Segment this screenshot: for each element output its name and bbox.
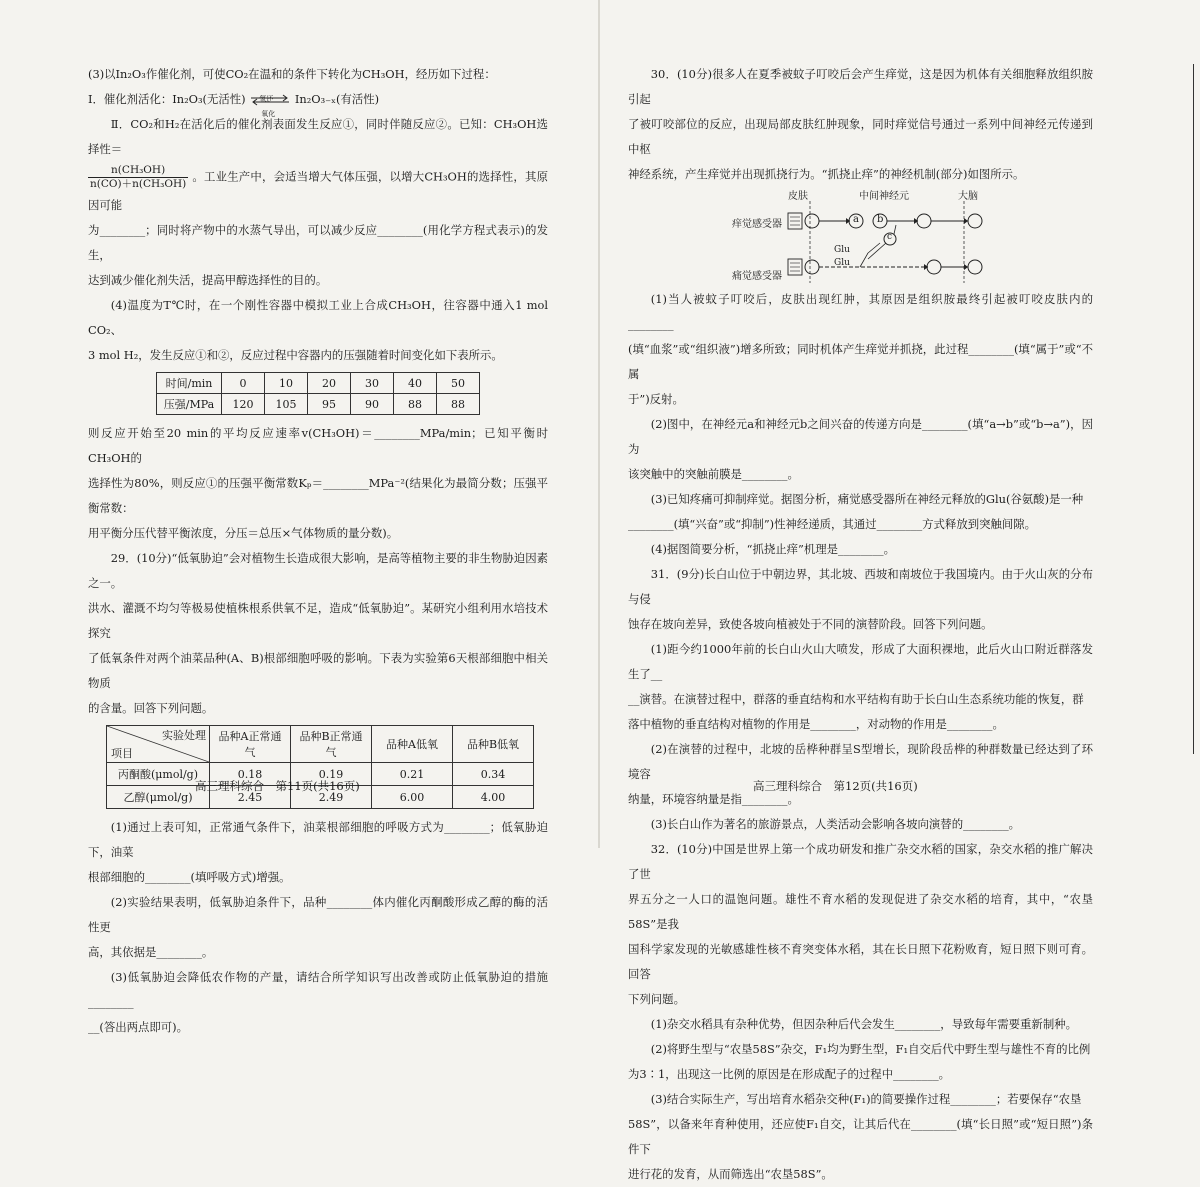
fraction-numerator: n(CH₃OH) xyxy=(88,164,188,178)
table-col-header: 品种B正常通气 xyxy=(291,726,372,763)
q30-s2a: (2)图中，在神经元a和神经元b之间兴奋的传递方向是________(填“a→b”或“b→a”)，因为 xyxy=(628,417,1093,456)
table-cell: 0.21 xyxy=(372,763,453,786)
table-cell: 90 xyxy=(351,394,394,415)
q30-s2b: 该突触中的突触前膜是________。 xyxy=(628,467,799,481)
row-label: 丙酮酸(μmol/g) xyxy=(107,763,210,786)
q31-s1a: (1)距今约1000年前的长白山火山大喷发，形成了大面积裸地，此后火山口附近群落发生了__ xyxy=(628,642,1093,681)
header-bottom: 项目 xyxy=(111,747,133,760)
q4-after2: 选择性为80%，则反应①的压强平衡常数Kₚ＝________MPa⁻²(结果化为最简分数；压强平衡常数： xyxy=(88,476,548,515)
table-cell: 6.00 xyxy=(372,786,453,809)
row-label: 乙醇(μmol/g) xyxy=(107,786,210,809)
q29-s3a: (3)低氧胁迫会降低农作物的产量，请结合所学知识写出改善或防止低氧胁迫的措施________ xyxy=(88,970,548,1009)
table-cell: 0.18 xyxy=(210,763,291,786)
table-diagonal-header xyxy=(107,726,210,763)
q32-s1: (1)杂交水稻具有杂种优势，但因杂种后代会发生________，导致每年需要重新制种。 xyxy=(650,1017,1077,1031)
q32-s3b: 58S”，以备来年育种使用，还应使F₁自交，让其后代在________(填“长日照”或“短日照”)条件下 xyxy=(628,1117,1093,1156)
table-cell: 50 xyxy=(437,373,480,394)
table-row xyxy=(157,394,480,415)
q4-intro: (4)温度为T℃时，在一个刚性容器中模拟工业上合成CH₃OH，往容器中通入1 mol CO₂、 xyxy=(88,298,548,337)
q29-s2b: 高，其依据是________。 xyxy=(88,945,214,959)
q30-s3a: (3)已知疼痛可抑制痒觉。据图分析，痛觉感受器所在神经元释放的Glu(谷氨酸)是一种 xyxy=(650,492,1084,506)
q31-s2a: (2)在演替的过程中，北坡的岳桦种群呈S型增长，现阶段岳桦的种群数量已经达到了环境容 xyxy=(628,742,1093,781)
table-cell: 0.19 xyxy=(291,763,372,786)
q29-s2a: (2)实验结果表明，低氧胁迫条件下，品种________体内催化丙酮酸形成乙醇的酶的活性更 xyxy=(88,895,548,934)
q3-step2: Ⅱ．CO₂和H₂在活化后的催化剂表面发生反应①，同时伴随反应②。已知：CH₃OH选择性＝ xyxy=(88,117,548,156)
node-b: b xyxy=(877,214,884,225)
label-interneuron: 中间神经元 xyxy=(859,191,909,202)
neural-diagram-svg xyxy=(628,187,1093,287)
q29-line2: 洪水、灌溉不均匀等极易使植株根系供氧不足，造成“低氧胁迫”。某研究小组利用水培技术探究 xyxy=(88,601,548,640)
table-cell: 105 xyxy=(265,394,308,415)
label-itch-receptor: 痒觉感受器 xyxy=(732,219,782,230)
glu-lower: Glu xyxy=(834,258,850,268)
q3-after-fraction: 。工业生产中，会适当增大气体压强，以增大CH₃OH的选择性，其原因可能 xyxy=(88,169,548,212)
q3-step1-after: In₂O₃₋ₓ(有活性) xyxy=(294,92,380,106)
left-page xyxy=(0,0,600,1034)
table-cell: 10 xyxy=(265,373,308,394)
q30-s1a: (1)当人被蚊子叮咬后，皮肤出现红肿，其原因是组织胺最终引起被叮咬皮肤内的________ xyxy=(628,292,1093,331)
q3-step1-before: Ⅰ．催化剂活化：In₂O₃(无活性) xyxy=(88,92,246,106)
fraction-denominator: n(CO)＋n(CH₃OH) xyxy=(90,178,187,190)
right-column xyxy=(628,62,1093,1187)
q30-line3: 神经系统，产生痒觉并出现抓挠行为。“抓挠止痒”的神经机制(部分)如图所示。 xyxy=(628,167,1025,181)
node-a: a xyxy=(853,214,859,225)
q31-s3: (3)长白山作为著名的旅游景点，人类活动会影响各坡向演替的________。 xyxy=(650,817,1021,831)
table-cell: 4.00 xyxy=(453,786,534,809)
q30-s1c: 于”)反射。 xyxy=(628,392,684,406)
q4-intro2: 3 mol H₂，发生反应①和②，反应过程中容器内的压强随着时间变化如下表所示。 xyxy=(88,348,503,362)
table-header-pressure: 压强/MPa xyxy=(157,394,222,415)
table-header-time: 时间/min xyxy=(157,373,222,394)
q3-line3: 为________；同时将产物中的水蒸气导出，可以减少反应________(用化学方程式表示)的发生， xyxy=(88,223,548,262)
reaction-arrow xyxy=(249,91,291,118)
table-cell: 2.49 xyxy=(291,786,372,809)
left-column xyxy=(88,62,548,1040)
pressure-table xyxy=(156,372,480,415)
q3-step1 xyxy=(88,87,548,118)
q32-s3c: 进行花的发育，从而筛选出“农垦58S”。 xyxy=(628,1167,833,1181)
q32-line2: 界五分之一人口的温饱问题。雄性不育水稻的发现促进了杂交水稻的培育，其中，“农垦58S”是我 xyxy=(628,892,1093,931)
q32-line1: 32．(10分)中国是世界上第一个成功研发和推广杂交水稻的国家，杂交水稻的推广解决了世 xyxy=(628,842,1093,881)
q31-line1: 31．(9分)长白山位于中朝边界，其北坡、西坡和南坡位于我国境内。由于火山灰的分布与侵 xyxy=(628,567,1093,606)
q30-line2: 了被叮咬部位的反应，出现局部皮肤红肿现象，同时痒觉信号通过一系列中间神经元传递到中枢 xyxy=(628,117,1093,156)
table-cell: 0 xyxy=(222,373,265,394)
table-row xyxy=(107,726,534,763)
q31-s1c: 落中植物的垂直结构对植物的作用是________，对动物的作用是________。 xyxy=(628,717,1004,731)
respiration-table xyxy=(106,725,534,809)
q29-line3: 了低氧条件对两个油菜品种(A、B)根部细胞呼吸的影响。下表为实验第6天根部细胞中相关物质 xyxy=(88,651,548,690)
label-skin: 皮肤 xyxy=(788,191,808,202)
table-cell: 0.34 xyxy=(453,763,534,786)
label-pain-receptor: 痛觉感受器 xyxy=(732,271,782,282)
table-cell: 95 xyxy=(308,394,351,415)
arrow-top-text: 氢还 xyxy=(259,95,274,103)
q32-s2a: (2)将野生型与“农垦58S”杂交，F₁均为野生型，F₁自交后代中野生型与雄性不育的比例 xyxy=(650,1042,1091,1056)
q29-line1: 29．(10分)“低氧胁迫”会对植物生长造成很大影响，是高等植物主要的非生物胁迫因素之一。 xyxy=(88,551,548,590)
q32-s3a: (3)结合实际生产，写出培育水稻杂交种(F₁)的简要操作过程________；若要保存“农垦 xyxy=(650,1092,1082,1106)
table-cell: 2.45 xyxy=(210,786,291,809)
q32-line3: 国科学家发现的光敏感雄性核不育突变体水稻，其在长日照下花粉败育，短日照下则可育。回答 xyxy=(628,942,1093,981)
table-col-header: 品种B低氧 xyxy=(453,726,534,763)
header-top: 实验处理 xyxy=(162,729,206,742)
right-margin-line xyxy=(1193,64,1194,754)
right-footer: 高三理科综合 第12页(共16页) xyxy=(753,779,918,793)
q3-line4: 达到减少催化剂失活，提高甲醇选择性的目的。 xyxy=(88,273,328,287)
table-cell: 120 xyxy=(222,394,265,415)
q32-s2b: 为3∶1，出现这一比例的原因是在形成配子的过程中________。 xyxy=(628,1067,951,1081)
table-col-header: 品种A正常通气 xyxy=(210,726,291,763)
q30-s4: (4)据图简要分析，“抓挠止痒”机理是________。 xyxy=(650,542,896,556)
q4-after1: 则反应开始至20 min的平均反应速率v(CH₃OH)＝________MPa/min；已知平衡时CH₃OH的 xyxy=(88,426,548,465)
table-cell: 88 xyxy=(437,394,480,415)
table-cell: 20 xyxy=(308,373,351,394)
table-cell: 88 xyxy=(394,394,437,415)
label-brain: 大脑 xyxy=(958,191,978,202)
table-cell: 30 xyxy=(351,373,394,394)
table-cell: 40 xyxy=(394,373,437,394)
q29-s1b: 根部细胞的________(填呼吸方式)增强。 xyxy=(88,870,291,884)
table-row xyxy=(157,373,480,394)
selectivity-fraction xyxy=(88,164,188,191)
q31-s2b: 纳量，环境容纳量是指________。 xyxy=(628,792,799,806)
right-page xyxy=(600,0,1200,1181)
table-col-header: 品种A低氧 xyxy=(372,726,453,763)
q30-line1: 30．(10分)很多人在夏季被蚊子叮咬后会产生痒觉，这是因为机体有关细胞释放组织胺引起 xyxy=(628,67,1093,106)
q29-s1a: (1)通过上表可知，正常通气条件下，油菜根部细胞的呼吸方式为________；低氧胁迫下，油菜 xyxy=(88,820,548,859)
q30-s1b: (填“血浆”或“组织液”)增多所致；同时机体产生痒觉并抓挠，此过程________(填“属于”或“不属 xyxy=(628,342,1093,381)
q3-intro: (3)以In₂O₃作催化剂，可使CO₂在温和的条件下转化为CH₃OH，经历如下过程： xyxy=(88,67,496,81)
glu-upper: Glu xyxy=(834,245,850,255)
q4-after3: 用平衡分压代替平衡浓度，分压＝总压×气体物质的量分数)。 xyxy=(88,526,399,540)
node-c: c xyxy=(887,232,893,242)
left-footer: 高三理科综合 第11页(共16页) xyxy=(195,779,360,793)
neural-diagram xyxy=(628,187,1093,287)
q29-line4: 的含量。回答下列问题。 xyxy=(88,701,214,715)
q29-s3b: __(答出两点即可)。 xyxy=(88,1020,189,1034)
q31-line2: 蚀存在坡向差异，致使各坡向植被处于不同的演替阶段。回答下列问题。 xyxy=(628,617,993,631)
q31-s1b: __演替。在演替过程中，群落的垂直结构和水平结构有助于长白山生态系统功能的恢复，群 xyxy=(628,692,1084,706)
q3-fraction-line xyxy=(88,162,548,218)
arrow-bottom-text: 氧化 xyxy=(261,110,276,118)
q30-s3b: ________(填“兴奋”或“抑制”)性神经递质，其通过________方式释放到突触间隙。 xyxy=(628,517,1037,531)
q32-line4: 下列问题。 xyxy=(628,992,685,1006)
